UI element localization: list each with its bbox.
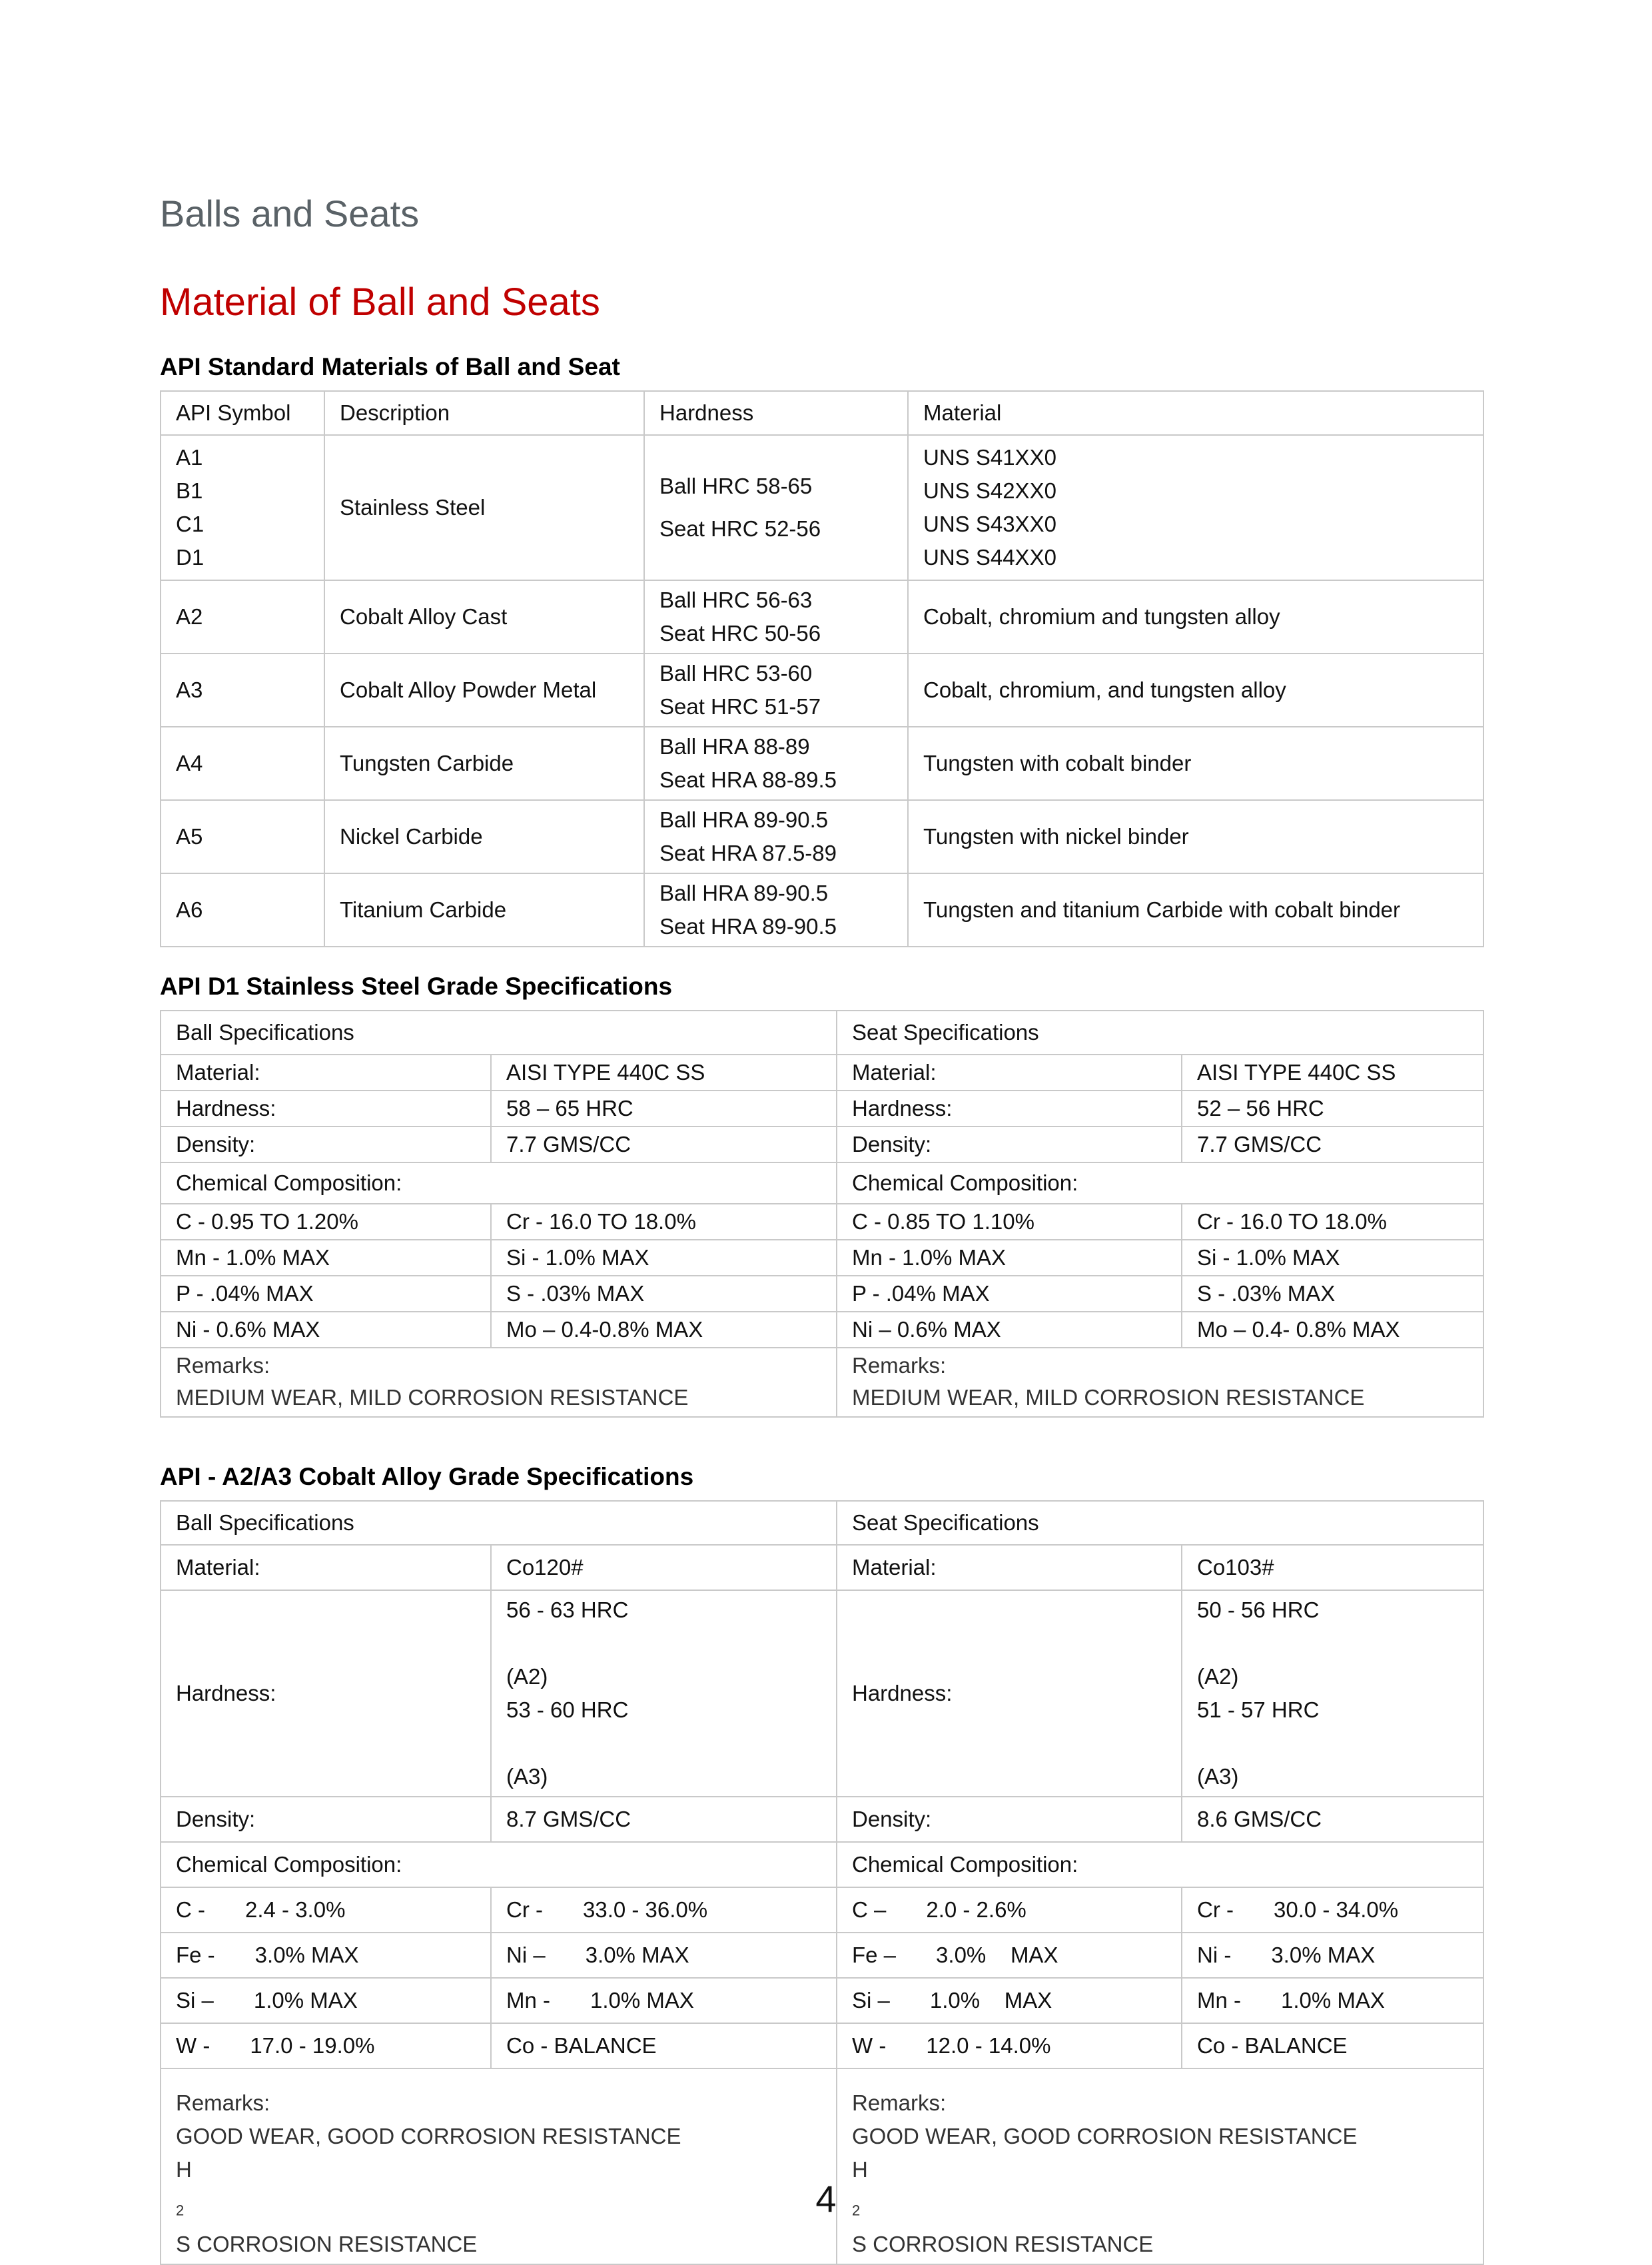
ball-element: Si - 1.0% MAX <box>491 1240 837 1276</box>
table-row <box>161 873 1483 947</box>
chemical-composition-label: Chemical Composition: <box>161 1842 837 1887</box>
seat-hardness: Seat HRA 87.5-89 <box>659 841 837 865</box>
table-row <box>161 2023 1483 2068</box>
ball-remarks-cell <box>161 1348 837 1417</box>
ball-element: P - .04% MAX <box>161 1276 491 1312</box>
ball-element: C - 2.4 - 3.0% <box>161 1887 491 1933</box>
property-label: Density: <box>837 1127 1182 1162</box>
ball-element: W - 17.0 - 19.0% <box>161 2023 491 2068</box>
seat-hardness: Seat HRC 50-56 <box>659 621 821 646</box>
ball-element: Fe - 3.0% MAX <box>161 1933 491 1978</box>
seat-element: C - 0.85 TO 1.10% <box>837 1204 1182 1240</box>
seat-element: S - .03% MAX <box>1182 1276 1483 1312</box>
table-row <box>161 1204 1483 1240</box>
seat-value: Co103# <box>1182 1545 1483 1590</box>
table-row <box>161 1887 1483 1933</box>
seat-element: Ni - 3.0% MAX <box>1182 1933 1483 1978</box>
header-api-symbol: API Symbol <box>161 391 324 435</box>
hardness-line: 51 - 57 HRC (A3) <box>1197 1697 1320 1789</box>
hardness-line: 56 - 63 HRC (A2) <box>506 1597 629 1689</box>
table-row <box>161 1276 1483 1312</box>
chemical-composition-label: Chemical Composition: <box>837 1162 1483 1204</box>
section-title: Balls and Seats <box>160 193 420 234</box>
property-label: Material: <box>161 1545 491 1590</box>
ball-element: C - 0.95 TO 1.20% <box>161 1204 491 1240</box>
d1-specifications-table <box>160 1010 1484 1418</box>
remarks-text: MEDIUM WEAR, MILD CORROSION RESISTANCE <box>176 1385 689 1410</box>
seat-element: C – 2.0 - 2.6% <box>837 1887 1182 1933</box>
table-row <box>161 654 1483 727</box>
seat-value <box>1182 1590 1483 1797</box>
material-cell: Tungsten with cobalt binder <box>908 727 1483 800</box>
ball-hardness: Ball HRC 58-65 <box>659 474 813 498</box>
hardness-cell <box>644 727 908 800</box>
material-cell: Tungsten and titanium Carbide with cobalt binder <box>908 873 1483 947</box>
property-label: Material: <box>161 1055 491 1091</box>
table-row <box>161 1590 1483 1797</box>
table-row <box>161 1978 1483 2023</box>
seat-element: P - .04% MAX <box>837 1276 1182 1312</box>
material-value: UNS S44XX0 <box>923 545 1056 570</box>
symbol-c1: C1 <box>176 512 205 536</box>
table-row <box>161 1091 1483 1127</box>
ball-element: S - .03% MAX <box>491 1276 837 1312</box>
symbol-cell: A4 <box>161 727 324 800</box>
description-cell: Tungsten Carbide <box>324 727 644 800</box>
ball-hardness: Ball HRC 56-63 <box>659 588 813 612</box>
header-description: Description <box>324 391 644 435</box>
ball-element: Ni – 3.0% MAX <box>491 1933 837 1978</box>
material-value: UNS S43XX0 <box>923 512 1056 536</box>
table-row <box>161 727 1483 800</box>
seat-element: Fe – 3.0% MAX <box>837 1933 1182 1978</box>
remarks-label: Remarks: <box>176 1353 270 1378</box>
seat-specifications-header: Seat Specifications <box>837 1011 1483 1055</box>
property-label: Hardness: <box>837 1091 1182 1127</box>
symbol-cell: A5 <box>161 800 324 873</box>
seat-remarks-cell <box>837 1348 1483 1417</box>
remarks-text: H $_2$ S CORROSION RESISTANCE <box>176 2157 478 2256</box>
ball-element: Ni - 0.6% MAX <box>161 1312 491 1348</box>
symbol-cell: A2 <box>161 580 324 654</box>
material-cell <box>908 435 1483 580</box>
ball-hardness: Ball HRC 53-60 <box>659 661 813 685</box>
seat-specifications-header: Seat Specifications <box>837 1501 1483 1545</box>
hardness-cell <box>644 654 908 727</box>
property-label: Density: <box>161 1797 491 1842</box>
table-row <box>161 1545 1483 1590</box>
seat-value: 7.7 GMS/CC <box>1182 1127 1483 1162</box>
table-row <box>161 1797 1483 1842</box>
property-label: Material: <box>837 1545 1182 1590</box>
remarks-label: Remarks: <box>852 1353 947 1378</box>
remarks-row <box>161 2068 1483 2264</box>
material-cell: Cobalt, chromium, and tungsten alloy <box>908 654 1483 727</box>
description-cell: Cobalt Alloy Cast <box>324 580 644 654</box>
ball-element: Si – 1.0% MAX <box>161 1978 491 2023</box>
hardness-cell <box>644 435 908 580</box>
remarks-row <box>161 1348 1483 1417</box>
table-row <box>161 1842 1483 1887</box>
seat-hardness: Seat HRA 89-90.5 <box>659 914 837 939</box>
ball-specifications-header: Ball Specifications <box>161 1501 837 1545</box>
chemical-composition-label: Chemical Composition: <box>161 1162 837 1204</box>
hardness-cell <box>644 873 908 947</box>
ball-element: Mn - 1.0% MAX <box>491 1978 837 2023</box>
table-row <box>161 1933 1483 1978</box>
property-label: Hardness: <box>161 1091 491 1127</box>
seat-element: Mn - 1.0% MAX <box>1182 1978 1483 2023</box>
hardness-line: 50 - 56 HRC (A2) <box>1197 1597 1320 1689</box>
seat-element: Si – 1.0% MAX <box>837 1978 1182 2023</box>
remarks-label: Remarks: <box>852 2090 947 2115</box>
table-row <box>161 580 1483 654</box>
ball-value: AISI TYPE 440C SS <box>491 1055 837 1091</box>
chemical-composition-label: Chemical Composition: <box>837 1842 1483 1887</box>
symbol-d1: D1 <box>176 545 205 570</box>
ball-value <box>491 1590 837 1797</box>
hardness-cell <box>644 580 908 654</box>
description-cell: Nickel Carbide <box>324 800 644 873</box>
ball-value: Co120# <box>491 1545 837 1590</box>
a2a3-specifications-table <box>160 1500 1484 2265</box>
seat-remarks-cell <box>837 2068 1483 2264</box>
description-cell: Stainless Steel <box>324 435 644 580</box>
seat-element: Cr - 30.0 - 34.0% <box>1182 1887 1483 1933</box>
table-row <box>161 1312 1483 1348</box>
header-hardness: Hardness <box>644 391 908 435</box>
property-label: Density: <box>837 1797 1182 1842</box>
material-value: UNS S41XX0 <box>923 445 1056 470</box>
table-row <box>161 800 1483 873</box>
symbol-a1: A1 <box>176 445 203 470</box>
material-cell: Tungsten with nickel binder <box>908 800 1483 873</box>
page-number: 4 <box>815 2178 837 2220</box>
seat-element: Si - 1.0% MAX <box>1182 1240 1483 1276</box>
description-cell: Titanium Carbide <box>324 873 644 947</box>
table-row <box>161 1240 1483 1276</box>
ball-element: Cr - 16.0 TO 18.0% <box>491 1204 837 1240</box>
remarks-text: GOOD WEAR, GOOD CORROSION RESISTANCE <box>852 2124 1358 2148</box>
seat-hardness: Seat HRC 51-57 <box>659 694 821 719</box>
ball-element: Mn - 1.0% MAX <box>161 1240 491 1276</box>
seat-hardness: Seat HRC 52-56 <box>659 516 821 541</box>
table-header-row <box>161 391 1483 435</box>
ball-element: Mo – 0.4-0.8% MAX <box>491 1312 837 1348</box>
material-value: UNS S42XX0 <box>923 478 1056 503</box>
table-row <box>161 435 1483 580</box>
symbol-cell: A6 <box>161 873 324 947</box>
ball-element: Co - BALANCE <box>491 2023 837 2068</box>
api-materials-table <box>160 390 1484 947</box>
material-cell: Cobalt, chromium and tungsten alloy <box>908 580 1483 654</box>
ball-value: 8.7 GMS/CC <box>491 1797 837 1842</box>
seat-element: Ni – 0.6% MAX <box>837 1312 1182 1348</box>
ball-value: 58 – 65 HRC <box>491 1091 837 1127</box>
seat-value: 8.6 GMS/CC <box>1182 1797 1483 1842</box>
property-label: Hardness: <box>161 1590 491 1797</box>
symbol-cell <box>161 435 324 580</box>
seat-value: AISI TYPE 440C SS <box>1182 1055 1483 1091</box>
seat-element: W - 12.0 - 14.0% <box>837 2023 1182 2068</box>
ball-remarks-cell <box>161 2068 837 2264</box>
table-row <box>161 1127 1483 1162</box>
ball-specifications-header: Ball Specifications <box>161 1011 837 1055</box>
seat-value: 52 – 56 HRC <box>1182 1091 1483 1127</box>
remarks-text: MEDIUM WEAR, MILD CORROSION RESISTANCE <box>852 1385 1365 1410</box>
property-label: Material: <box>837 1055 1182 1091</box>
ball-hardness: Ball HRA 89-90.5 <box>659 807 829 832</box>
remarks-text: GOOD WEAR, GOOD CORROSION RESISTANCE <box>176 2124 681 2148</box>
hardness-line: 53 - 60 HRC (A3) <box>506 1697 629 1789</box>
table-row <box>161 1055 1483 1091</box>
ball-hardness: Ball HRA 89-90.5 <box>659 881 829 905</box>
table-header-row <box>161 1011 1483 1055</box>
hardness-cell <box>644 800 908 873</box>
description-cell: Cobalt Alloy Powder Metal <box>324 654 644 727</box>
table-header-row <box>161 1501 1483 1545</box>
remarks-text: H $_2$ S CORROSION RESISTANCE <box>852 2157 1154 2256</box>
property-label: Density: <box>161 1127 491 1162</box>
table-row <box>161 1162 1483 1204</box>
seat-element: Co - BALANCE <box>1182 2023 1483 2068</box>
symbol-cell: A3 <box>161 654 324 727</box>
seat-element: Cr - 16.0 TO 18.0% <box>1182 1204 1483 1240</box>
api-table-heading: API Standard Materials of Ball and Seat <box>160 353 620 380</box>
d1-table-heading: API D1 Stainless Steel Grade Specifications <box>160 973 673 1000</box>
seat-element: Mo – 0.4- 0.8% MAX <box>1182 1312 1483 1348</box>
ball-value: 7.7 GMS/CC <box>491 1127 837 1162</box>
symbol-b1: B1 <box>176 478 203 503</box>
a2a3-table-heading: API - A2/A3 Cobalt Alloy Grade Specifications <box>160 1463 694 1490</box>
seat-element: Mn - 1.0% MAX <box>837 1240 1182 1276</box>
ball-hardness: Ball HRA 88-89 <box>659 734 810 759</box>
property-label: Hardness: <box>837 1590 1182 1797</box>
subsection-title: Material of Ball and Seats <box>160 280 600 324</box>
ball-element: Cr - 33.0 - 36.0% <box>491 1887 837 1933</box>
header-material: Material <box>908 391 1483 435</box>
seat-hardness: Seat HRA 88-89.5 <box>659 767 837 792</box>
remarks-label: Remarks: <box>176 2090 270 2115</box>
